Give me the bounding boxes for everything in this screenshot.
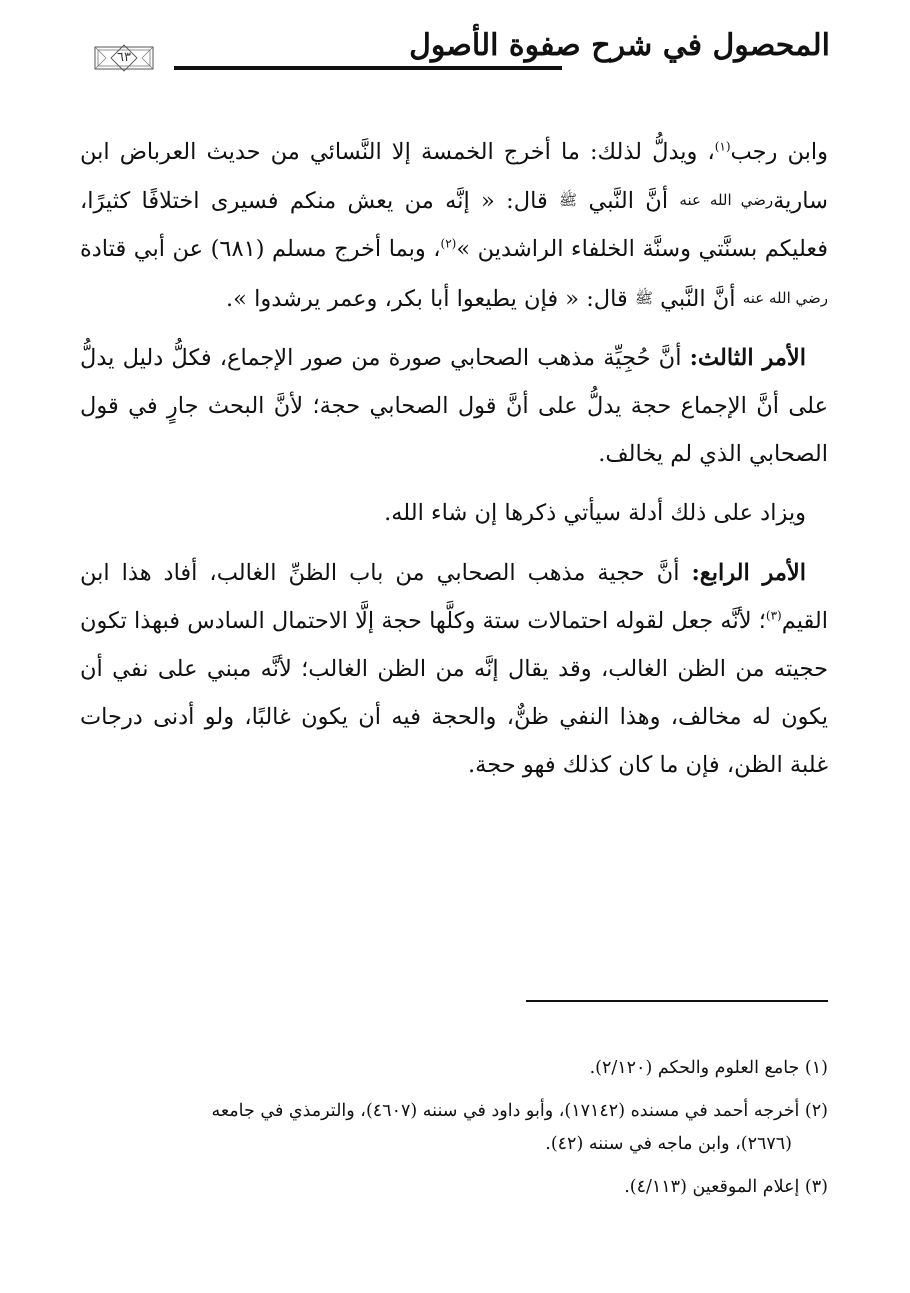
page-number: ٦٣ [117,50,131,65]
footnote-separator [526,1000,828,1002]
paragraph-4-lead: الأمر الرابع: [691,559,807,586]
paragraph-2-lead: الأمر الثالث: [689,344,806,371]
footnote-1: (١) جامع العلوم والحكم (٢/١٢٠). [589,1058,828,1078]
paragraph-4: الأمر الرابع: أنَّ حجية مذهب الصحابي من باب الظنِّ الغالب، أفاد هذا ابن القيم$^{(٣)}$؛ لأنَّه جعل لقوله احتمالات ستة وكلَّها حجة إلَّا الاحتمال السادس فبهذا تكون حجيته من الظن الغالب، وقد يقال إنَّه من الظن الغالب؛ لأنَّه مبني على نفي أن يكون له مخالف، وهذا النفي ظنٌّ، والحجة فيه أن يكون غالبًا، ولو أدنى درجات غلبة الظن، فإن ما كان كذلك فهو حجة. [80,559,828,779]
header-rule [174,66,562,70]
footnote-2-line-1: (٢) أخرجه أحمد في مسنده (١٧١٤٢)، وأبو داود في سننه (٤٦٠٧)، والترمذي في جامعه [211,1101,828,1121]
footnote-2-line-2: (٢٦٧٦)، وابن ماجه في سننه (٤٢). [545,1134,792,1154]
paragraph-2: الأمر الثالث: أنَّ حُجِيِّة مذهب الصحابي صورة من صور الإجماع، فكلُّ دليل يدلُّ على أنَّ الإجماع حجة يدلُّ على أنَّ قول الصحابي حجة؛ لأنَّ البحث جارٍ في قول الصحابي الذي لم يخالف. [80,344,828,468]
book-title: المحصول في شرح صفوة الأصول [409,28,830,63]
honorific-salla: ﷺ [559,191,578,210]
page-number-frame [94,44,154,72]
page-header [82,22,830,86]
paragraph-3: ويزاد على ذلك أدلة سيأتي ذكرها إن شاء الله. [384,500,806,527]
honorific-radiyallah: رضي الله عنه [742,288,828,307]
honorific-radiyallah: رضي الله عنه [679,191,774,210]
footnote-ref-2[interactable]: (٢) [440,236,457,251]
footnote-ref-3[interactable]: (٣) [765,608,782,623]
footnote-ref-1[interactable]: (١) [714,139,731,154]
footnote-3: (٣) إعلام الموقعين (٤/١١٣). [624,1177,828,1197]
body-text [80,128,828,801]
paragraph-1: وابن رجب$^{(١)}$، ويدلُّ لذلك: ما أخرج الخمسة إلا النَّسائي من حديث العرباض ابن ساريةرضي الله عنه أنَّ النَّبي ﷺ قال: « إنَّه من يعش منكم فسيرى اختلافًا كثيرًا، فعليكم بسنَّتي وسنَّة الخلفاء الراشدين »$^{(٢)}$، وبما أخرج مسلم (٦٨١) عن أبي قتادة رضي الله عنه أنَّ النَّبي ﷺ قال: « فإن يطيعوا أبا بكر، وعمر يرشدوا ». [80,139,828,312]
honorific-salla: ﷺ [634,288,654,307]
footnotes [80,1052,828,1214]
